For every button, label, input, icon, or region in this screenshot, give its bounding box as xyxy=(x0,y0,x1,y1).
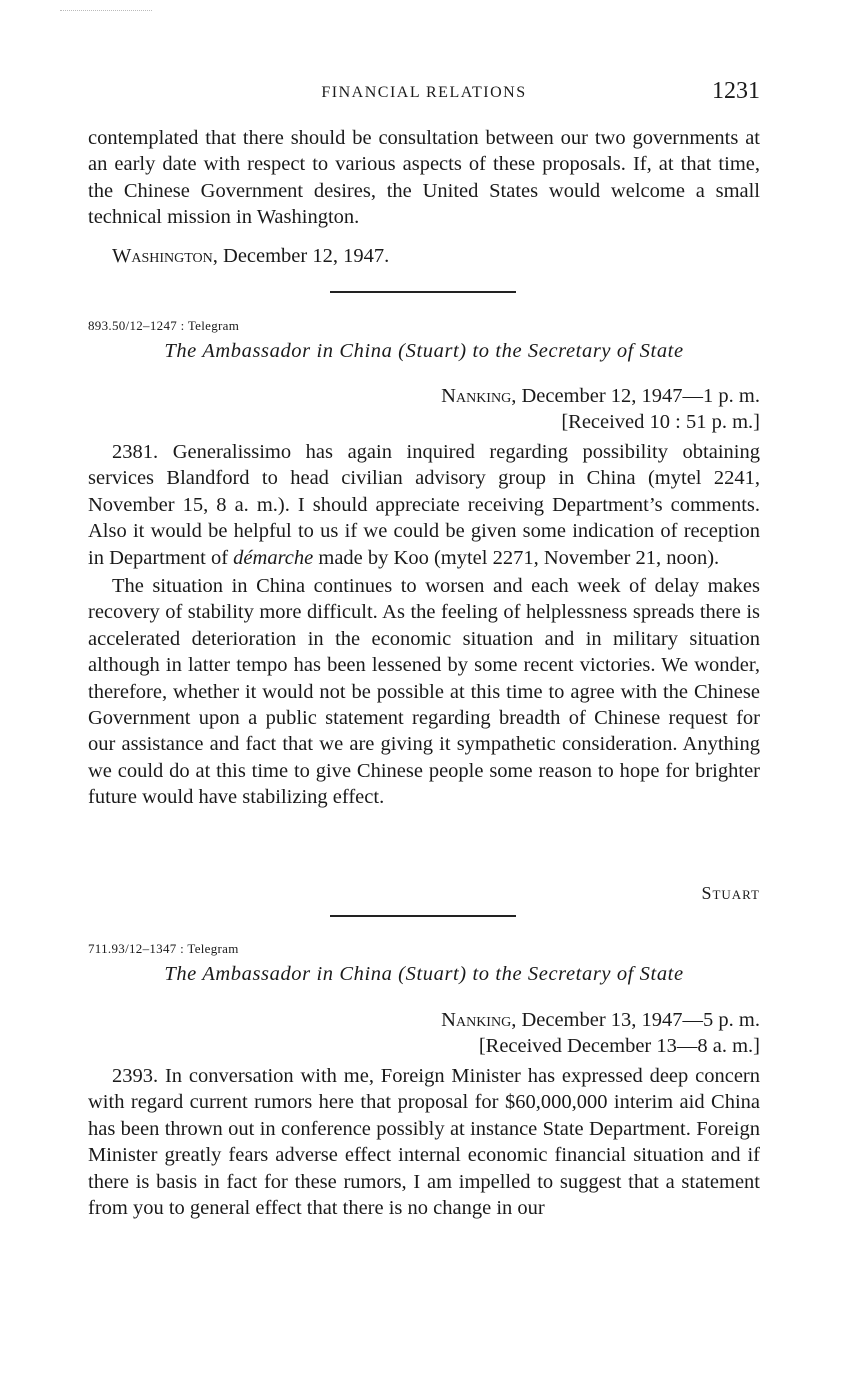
doc2-place: Nanking, xyxy=(441,1009,517,1031)
closing-place: Washington, xyxy=(112,244,218,267)
doc2-received: [Received December 13—8 a. m.] xyxy=(478,1035,760,1057)
doc1-para1-italic: démarche xyxy=(233,546,314,569)
intro-paragraph: contemplated that there should be consultation between our two governments at an early date with respect to various aspects of these proposals. If, at that time, the Chinese Government desires, the United States would welcome a small technical mission in Washington. xyxy=(88,127,760,229)
doc2-dateline xyxy=(441,1007,760,1059)
doc2-paragraph-1: 2393. In conversation with me, Foreign Minister has expressed deep concern with regard current rumors here that proposal for $60,000,000 interim aid China has been thrown out in conference possibly at instance State Department. Foreign Minister greatly fears adverse effect internal economic financial situation and if there is basis in fact for these rumors, I am impelled to suggest that a statement from you to general effect that there is no change in our xyxy=(88,1065,760,1220)
page-number: 1231 xyxy=(712,78,760,104)
doc1-received: [Received 10 : 51 p. m.] xyxy=(561,411,760,433)
doc2-reference: 711.93/12–1347 : Telegram xyxy=(88,941,239,956)
scan-artifact-mark xyxy=(60,10,152,12)
doc1-paragraph-1 xyxy=(88,439,760,571)
doc1-paragraph-2: The situation in China continues to worsen and each week of delay makes recovery of stability more difficult. As the feeling of helplessness spreads there is accelerated deterioration in the economic situation and in military situation although in latter tempo has been lessened by some recent victories. We wonder, therefore, whether it would not be possible at this time to agree with the Chinese Government upon a public statement regarding breadth of Chinese request for our assistance and fact that we are giving it sympathetic consideration. Anything we could do at this time to give Chinese people some reason to hope for brighter future would have stabilizing effect. xyxy=(88,575,760,809)
page-header xyxy=(88,78,760,108)
doc1-place: Nanking, xyxy=(441,385,517,407)
doc1-dateline xyxy=(441,383,760,435)
closing-date: December 12, 1947. xyxy=(223,244,390,267)
running-title: FINANCIAL RELATIONS xyxy=(321,84,527,101)
intro-section xyxy=(88,125,760,269)
doc2-title: The Ambassador in China (Stuart) to the Secretary of State xyxy=(164,963,684,985)
doc1-title: The Ambassador in China (Stuart) to the Secretary of State xyxy=(164,340,684,362)
doc2-body xyxy=(88,1063,760,1221)
doc1-body xyxy=(88,439,760,811)
section-divider-2 xyxy=(330,915,516,917)
doc1-para1-end: made by Koo (mytel 2271, November 21, noon). xyxy=(313,546,720,569)
doc1-signature: Stuart xyxy=(701,883,760,903)
doc1-date: December 12, 1947—1 p. m. xyxy=(521,385,760,407)
doc1-para1-start: 2381. Generalissimo has again inquired regarding possibility obtaining services Blandford to head civilian advisory group in China (mytel 2241, November 15, 8 a. m.). I should appreciate receiving Department’s comments. Also it would be helpful to us if we could be given some indication of reception in Department of xyxy=(88,441,760,569)
doc2-date: December 13, 1947—5 p. m. xyxy=(521,1009,760,1031)
doc1-reference: 893.50/12–1247 : Telegram xyxy=(88,318,240,333)
section-divider-1 xyxy=(330,291,516,293)
intro-closing-dateline xyxy=(88,243,760,269)
